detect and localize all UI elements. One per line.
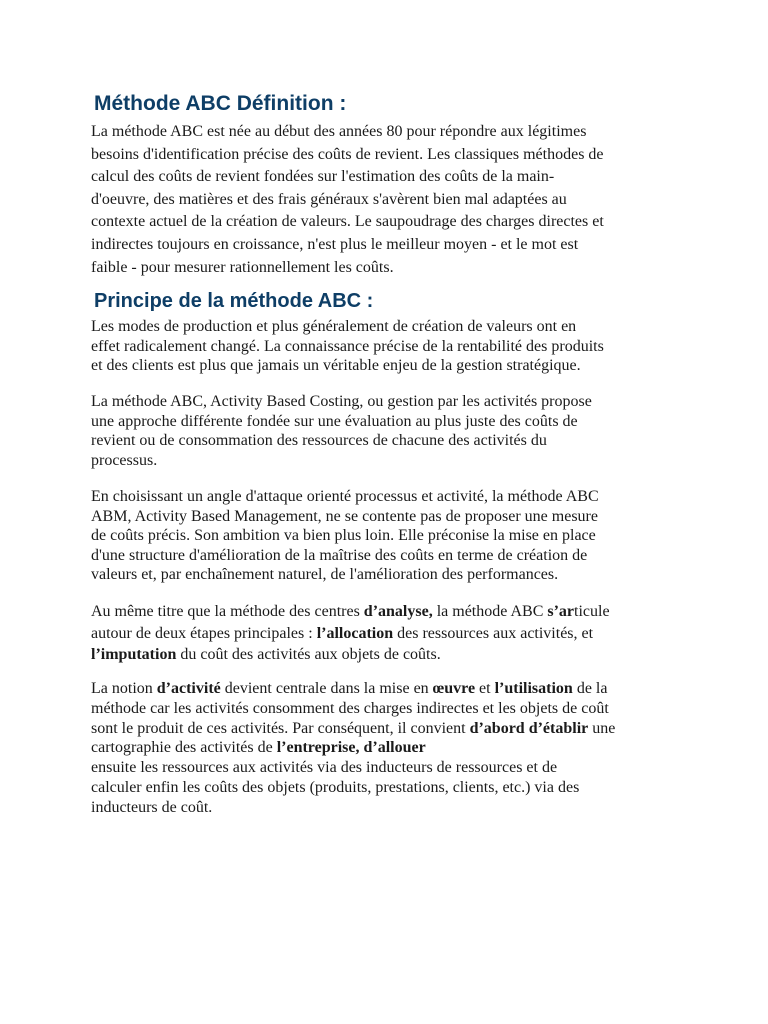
bold-term: d’activité [156, 680, 221, 697]
text-line: revient ou de consommation des ressources de chacune des activités du [91, 432, 547, 450]
text-line: méthode car les activités consomment des charges indirectes et les objets de coût [91, 699, 609, 717]
text-line: valeurs et, par enchaînement naturel, de l'amélioration des performances. [91, 566, 559, 584]
text-line: faible - pour mesurer rationnellement les coûts. [91, 258, 394, 276]
text-line [91, 679, 681, 699]
text-run: du coût des activités aux objets de coûts. [176, 646, 441, 663]
bold-term: œuvre [432, 680, 476, 697]
paragraph-centres-analyse [91, 601, 681, 666]
text-run: la méthode ABC [432, 603, 548, 620]
text-run: sont le produit de ces activités. Par conséquent, il convient [91, 719, 470, 737]
paragraph-abm [91, 487, 681, 585]
text-line: effet radicalement changé. La connaissance précise de la rentabilité des produits [91, 337, 604, 355]
text-run: des ressources aux activités, et [393, 624, 594, 642]
text-line: En choisissant un angle d'attaque orienté processus et activité, la méthode ABC [91, 488, 599, 505]
text-line: La méthode ABC, Activity Based Costing, ou gestion par les activités propose [91, 393, 592, 410]
heading-definition: Méthode ABC Définition : [94, 92, 347, 115]
bold-term: l’imputation [91, 646, 177, 663]
text-line: Les modes de production et plus généralement de création de valeurs ont en [91, 318, 577, 335]
text-line [91, 644, 681, 666]
text-line: besoins d'identification précise des coûts de revient. Les classiques méthodes de [91, 145, 604, 163]
text-run: et [475, 680, 495, 697]
text-line: contexte actuel de la création de valeurs. Le saupoudrage des charges directes et [91, 213, 604, 231]
text-run: une [588, 719, 616, 737]
text-line [91, 719, 681, 739]
text-run: Au même titre que la méthode des centres [91, 603, 364, 620]
text-run: La notion [91, 680, 157, 697]
paragraph-modes [91, 317, 681, 376]
text-line: processus. [91, 451, 158, 469]
text-run: devient centrale dans la mise en [220, 680, 433, 697]
text-line [91, 623, 681, 645]
bold-term: s’ar [547, 603, 575, 620]
text-line: calcul des coûts de revient fondées sur l'estimation des coûts de la main- [91, 168, 555, 186]
bold-term: l’allocation [316, 624, 394, 642]
bold-term: d’analyse, [363, 603, 433, 620]
bold-term: d’abord d’établir [469, 719, 589, 737]
text-run: de la [572, 680, 608, 697]
text-line: indirectes toujours en croissance, n'est plus le meilleur moyen - et le mot est [91, 235, 579, 253]
text-run: cartographie des activités de [91, 739, 277, 757]
text-line: ABM, Activity Based Management, ne se contente pas de proposer une mesure [91, 507, 598, 525]
heading-principe: Principe de la méthode ABC : [94, 290, 374, 312]
text-line [91, 738, 681, 758]
text-line: ensuite les ressources aux activités via des inducteurs de ressources et de [91, 759, 558, 777]
text-line: d'oeuvre, des matières et des frais généraux s'avèrent bien mal adaptées au [91, 190, 567, 208]
text-line: de coûts précis. Son ambition va bien plus loin. Elle préconise la mise en place [91, 527, 596, 545]
paragraph-abc-costing [91, 392, 681, 470]
text-run: autour de deux étapes principales : [91, 624, 317, 642]
text-line: inducteurs de coût. [91, 798, 213, 816]
bold-term: l’entreprise, d’allouer [276, 739, 426, 757]
text-line [91, 601, 681, 623]
paragraph-definition [91, 121, 681, 279]
text-line: d'une structure d'amélioration de la maîtrise des coûts en terme de création de [91, 546, 588, 564]
bold-term: l’utilisation [494, 680, 573, 697]
text-line: calculer enfin les coûts des objets (produits, prestations, clients, etc.) via des [91, 778, 580, 796]
text-line: une approche différente fondée sur une évaluation au plus juste des coûts de [91, 412, 578, 430]
text-line: La méthode ABC est née au début des années 80 pour répondre aux légitimes [91, 123, 587, 140]
text-run: ticule [574, 603, 610, 620]
paragraph-notion-activite [91, 679, 681, 818]
text-line: et des clients est plus que jamais un véritable enjeu de la gestion stratégique. [91, 357, 581, 375]
